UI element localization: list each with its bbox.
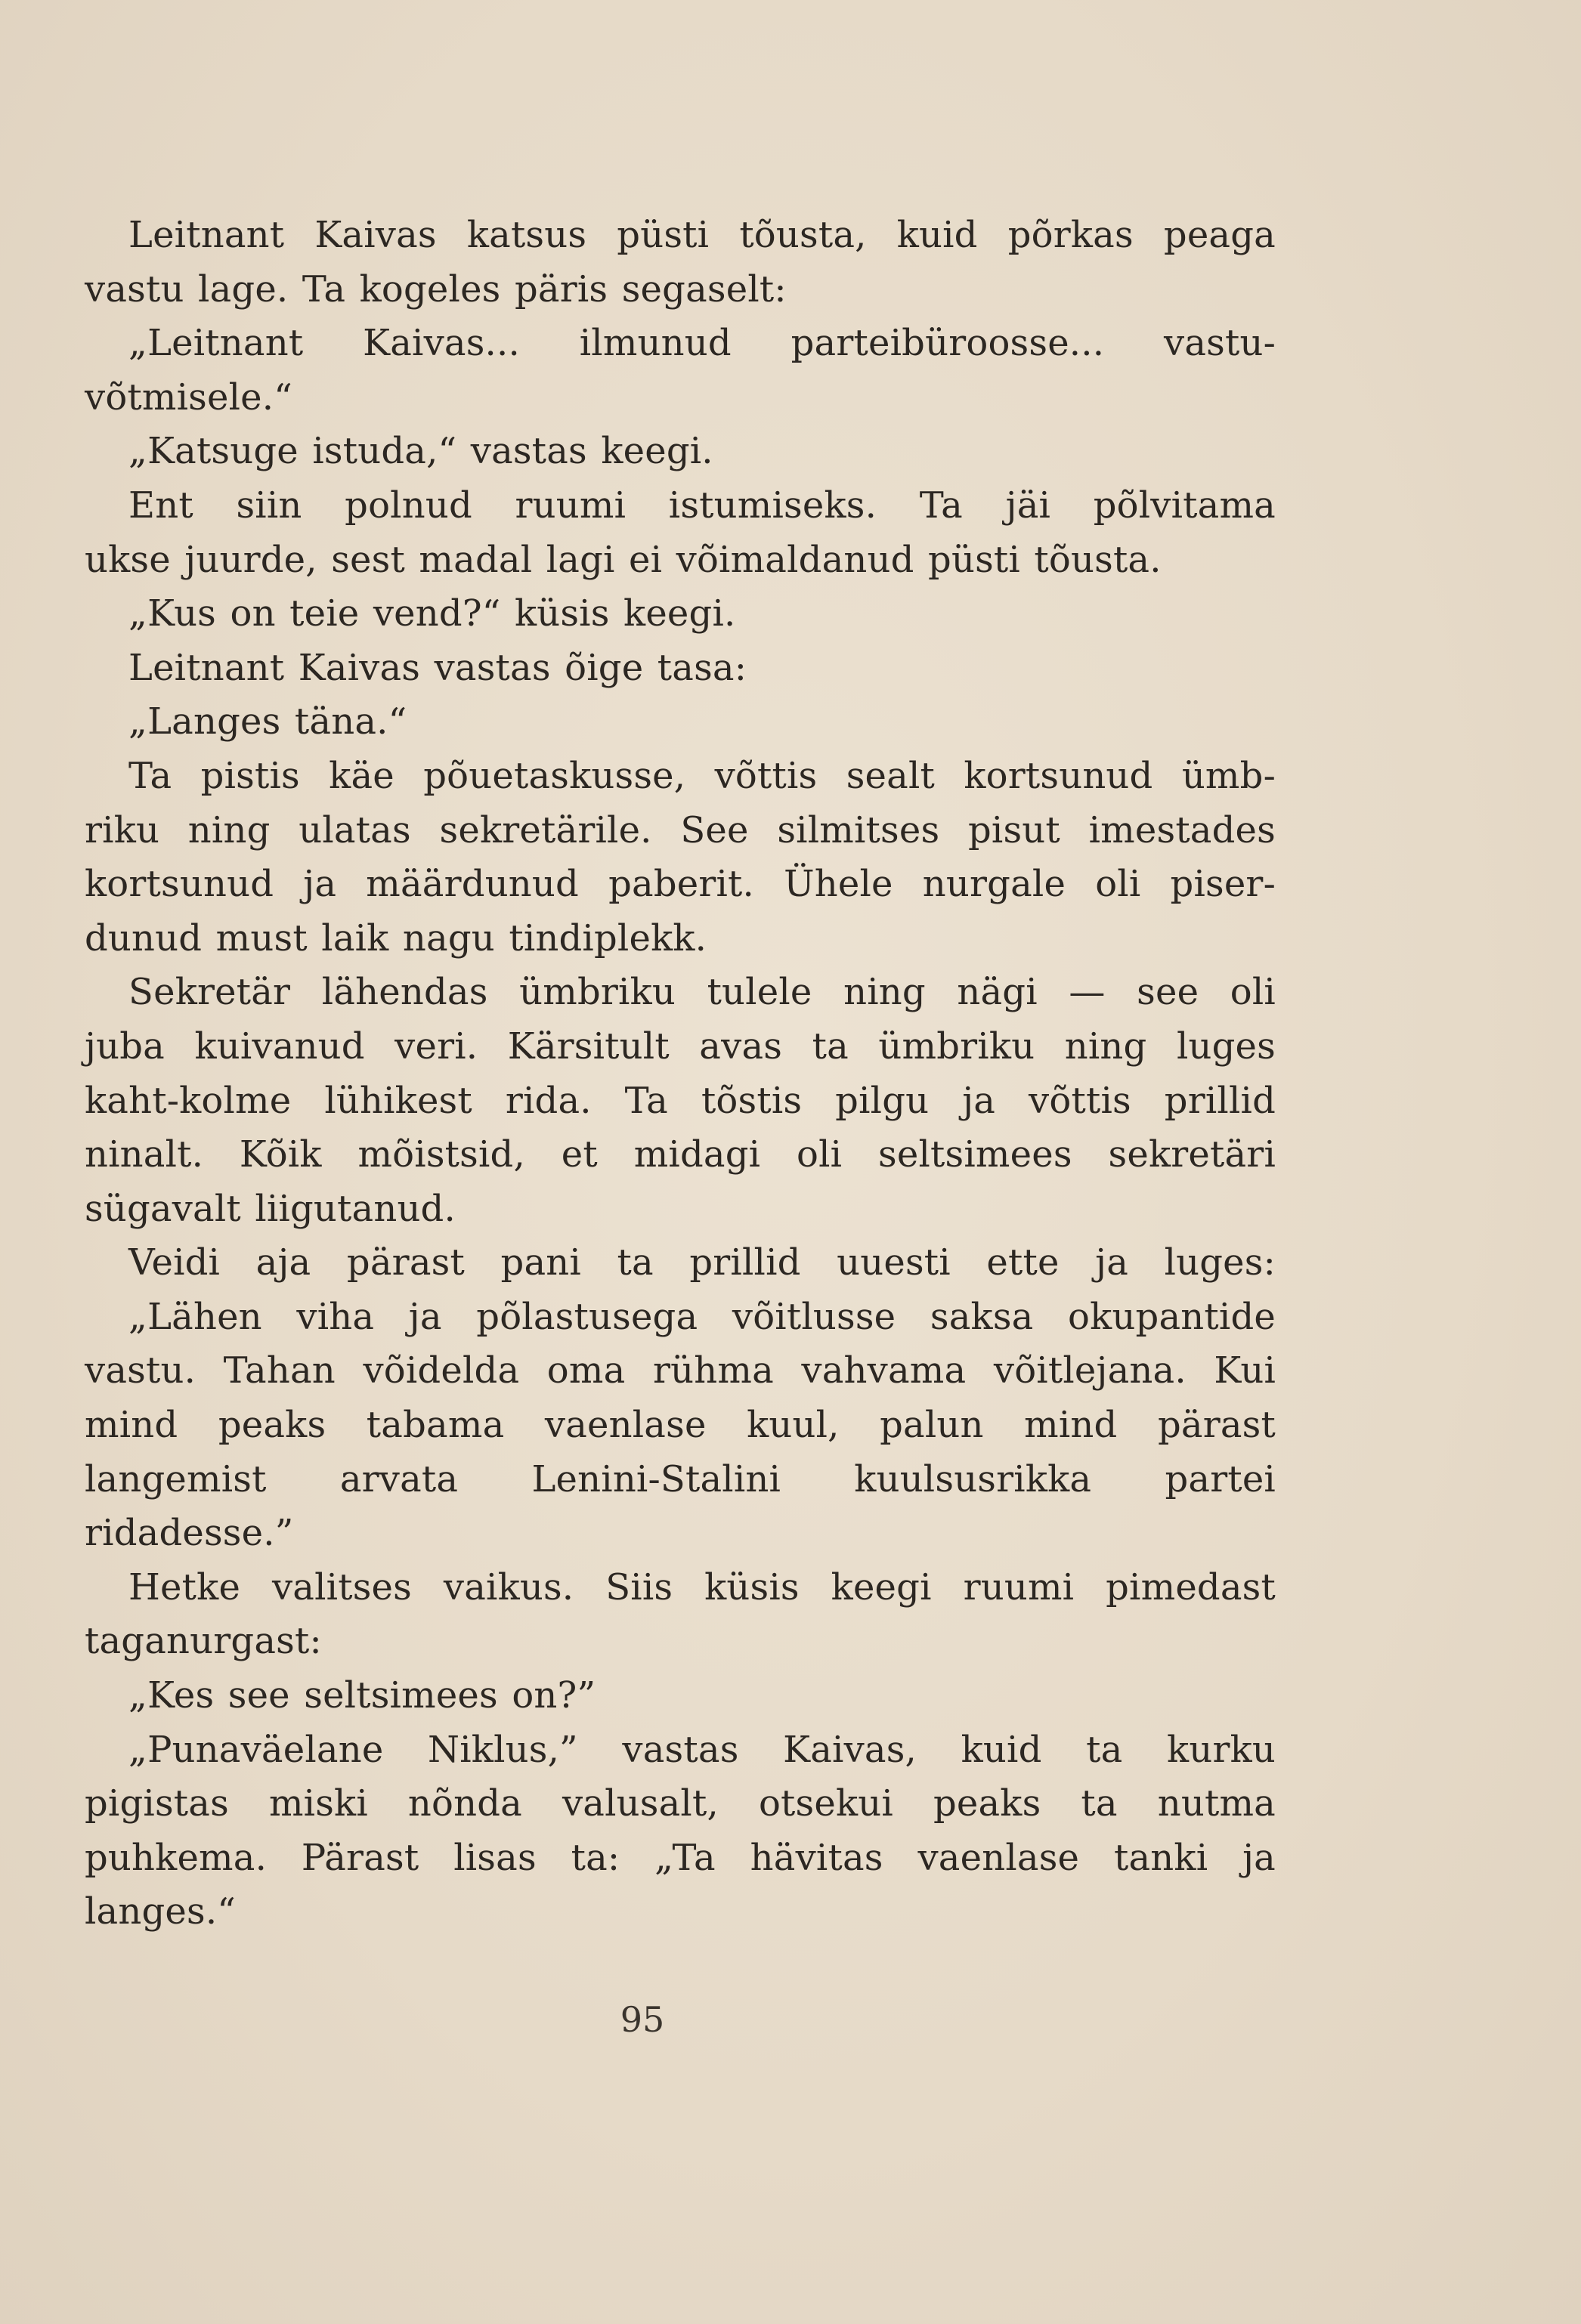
text-line: kaht-kolme lühikest rida. Ta tõstis pilgu ja võttis prillid [85, 1079, 1276, 1122]
text-line: vastu. Tahan võidelda oma rühma vahvama võitlejana. Kui [85, 1349, 1276, 1392]
text-line: pigistas miski nõnda valusalt, otsekui peaks ta nutma [85, 1782, 1276, 1825]
text-line: „Leitnant Kaivas... ilmunud parteibüroosse... vastu- [128, 322, 1276, 365]
text-line: „Kus on teie vend?“ küsis keegi. [128, 592, 736, 635]
text-line: Veidi aja pärast pani ta prillid uuesti ette ja luges: [128, 1241, 1276, 1284]
page-number: 95 [620, 1999, 665, 2040]
text-line: võtmisele.“ [85, 375, 292, 419]
text-line: langemist arvata Lenini-Stalini kuulsusrikka partei [85, 1457, 1276, 1500]
text-line: Ta pistis käe põuetaskusse, võttis sealt kortsunud ümb- [128, 754, 1276, 797]
text-line: sügavalt liigutanud. [85, 1187, 456, 1230]
text-line: mind peaks tabama vaenlase kuul, palun mind pärast [85, 1404, 1276, 1447]
text-line: „Katsuge istuda,“ vastas keegi. [128, 430, 713, 473]
text-line: taganurgast: [85, 1620, 322, 1663]
text-line: Leitnant Kaivas katsus püsti tõusta, kuid põrkas peaga [128, 214, 1276, 256]
text-line: Leitnant Kaivas vastas õige tasa: [128, 646, 747, 689]
text-line: „Kes see seltsimees on?” [128, 1674, 596, 1717]
text-line: ridadesse.” [85, 1512, 294, 1555]
text-line: „Lähen viha ja põlastusega võitlusse saksa okupantide [128, 1295, 1276, 1338]
text-line: dunud must laik nagu tindiplekk. [85, 916, 707, 960]
text-line: ukse juurde, sest madal lagi ei võimaldanud püsti tõusta. [85, 538, 1162, 581]
text-line: riku ning ulatas sekretärile. See silmitses pisut imestades [85, 808, 1276, 851]
text-line: ninalt. Kõik mõistsid, et midagi oli seltsimees sekretäri [85, 1133, 1276, 1176]
text-line: Ent siin polnud ruumi istumiseks. Ta jäi põlvitama [128, 484, 1276, 527]
body-text [85, 209, 1276, 1939]
text-line: vastu lage. Ta kogeles päris segaselt: [85, 267, 787, 311]
text-line: „Langes täna.“ [128, 700, 407, 743]
text-line: langes.“ [85, 1890, 237, 1933]
text-line: „Punaväelane Niklus,” vastas Kaivas, kuid ta kurku [128, 1728, 1276, 1771]
text-line: Hetke valitses vaikus. Siis küsis keegi ruumi pimedast [128, 1565, 1276, 1609]
text-line: Sekretär lähendas ümbriku tulele ning nägi — see oli [128, 971, 1276, 1014]
text-line: juba kuivanud veri. Kärsitult avas ta ümbriku ning luges [85, 1024, 1276, 1068]
text-line: kortsunud ja määrdunud paberit. Ühele nurgale oli piser- [85, 863, 1276, 906]
text-line: puhkema. Pärast lisas ta: „Ta hävitas vaenlase tanki ja [85, 1836, 1276, 1879]
